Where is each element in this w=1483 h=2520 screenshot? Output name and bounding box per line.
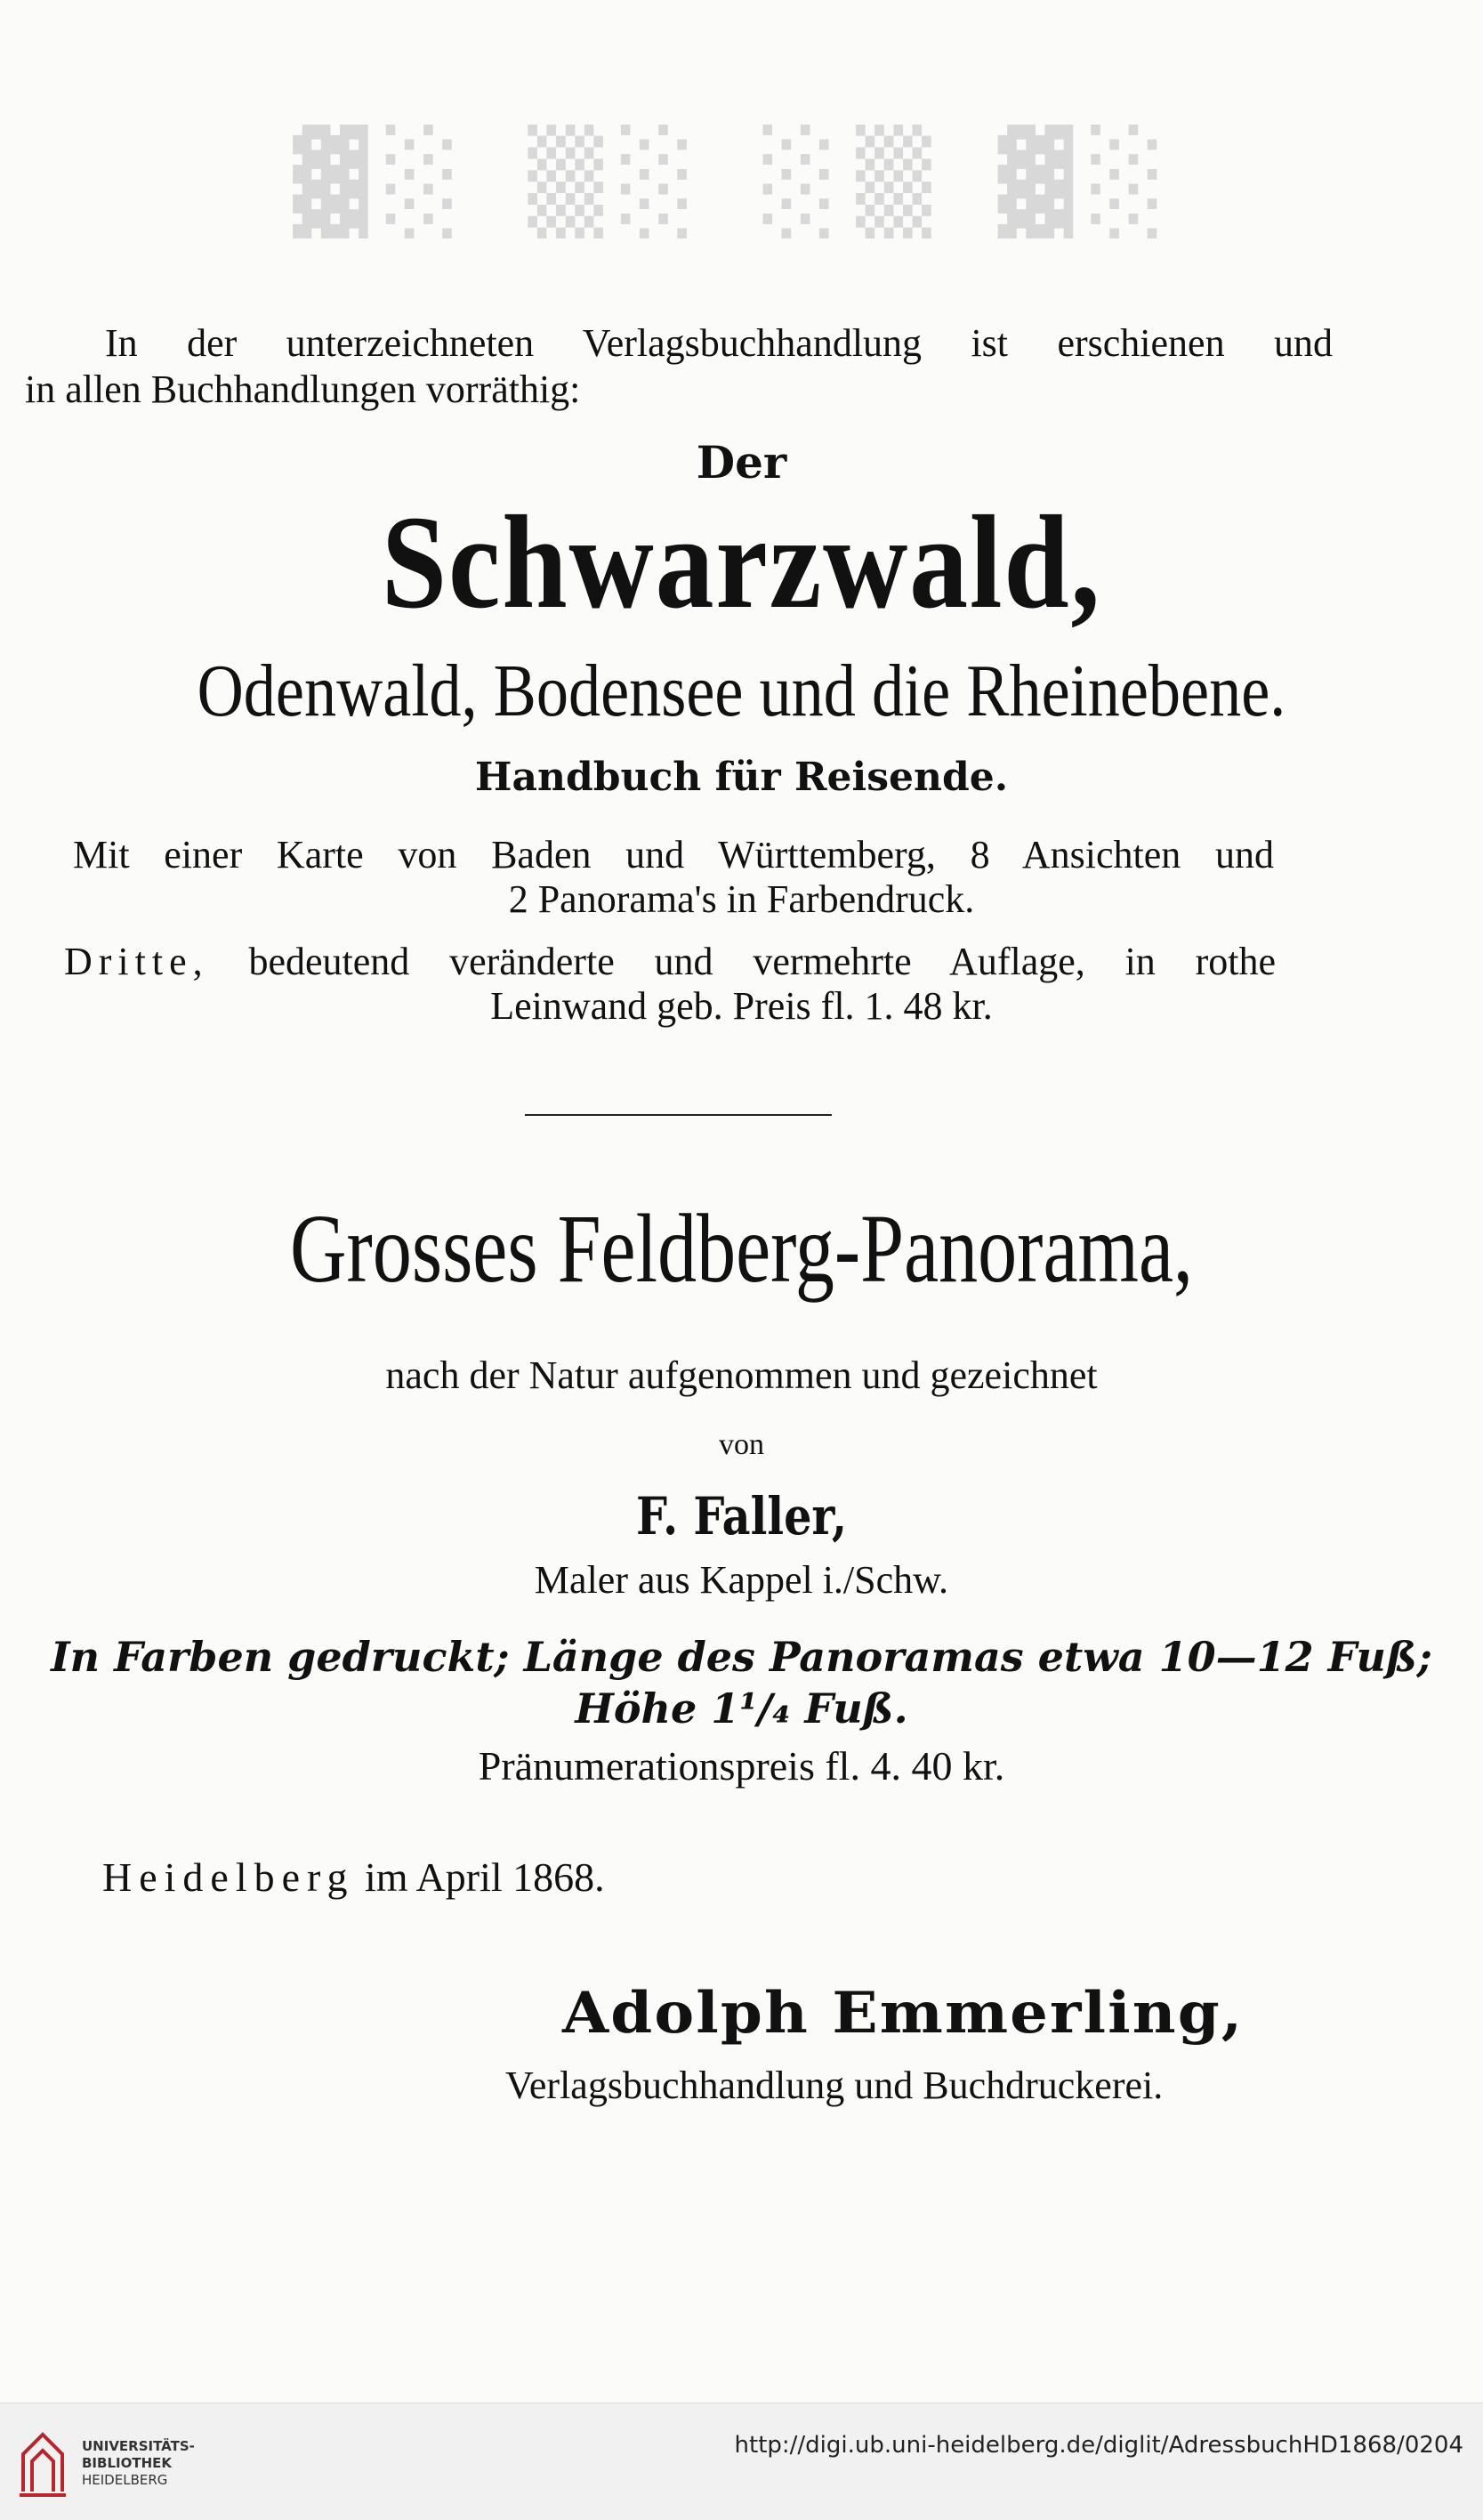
- library-name: [82, 2438, 195, 2489]
- panorama-price: Pränumerationspreis fl. 4. 40 kr.: [478, 1743, 1005, 1789]
- book-subtitle: Odenwald, Bodensee und die Rheinebene.: [197, 650, 1286, 732]
- intro-line-2: in allen Buchhandlungen vorräthig:: [25, 368, 581, 411]
- panorama-details-line-1: In Farben gedruckt; Länge des Panoramas etwa 10—12 Fuß;: [51, 1633, 1432, 1681]
- dateline: [102, 1854, 605, 1901]
- library-name-line-3: HEIDELBERG: [82, 2472, 168, 2488]
- book-article: Der: [696, 436, 787, 489]
- intro-line-1: In der unterzeichneten Verlagsbuchhandlung ist erschienen und: [105, 321, 1333, 365]
- book-contents-line-2: 2 Panorama's in Farbendruck.: [508, 877, 975, 921]
- panorama-author: F. Faller,: [635, 1486, 847, 1547]
- panorama-by: von: [719, 1428, 764, 1461]
- book-contents-line-1: Mit einer Karte von Baden und Württemberg, 8 Ansichten und: [73, 833, 1274, 876]
- edition-word: Dritte,: [64, 940, 209, 983]
- section-divider: [525, 1114, 832, 1116]
- panorama-author-desc: Maler aus Kappel i./Schw.: [534, 1558, 949, 1602]
- dateline-place: Heidelberg: [102, 1854, 355, 1900]
- viewer-footer: [0, 2403, 1483, 2520]
- edition-rest: bedeutend veränderte und vermehrte Auflage, in rothe: [248, 940, 1277, 983]
- publisher-name: Adolph Emmerling,: [562, 1980, 1245, 2047]
- library-logo-icon: [16, 2427, 69, 2499]
- panorama-title: Grosses Feldberg-Panorama,: [289, 1194, 1194, 1303]
- book-edition-line-1: [64, 939, 1276, 984]
- book-title: Schwarzwald,: [381, 489, 1102, 636]
- panorama-details-line-2: Höhe 1¹/₄ Fuß.: [575, 1684, 908, 1732]
- book-kind: Handbuch für Reisende.: [474, 755, 1009, 800]
- bleed-through-text: ▓░ ▒░ ░▒ ▓░: [293, 125, 1184, 238]
- library-name-line-1: UNIVERSITÄTS-: [82, 2438, 195, 2454]
- publisher-desc: Verlagsbuchhandlung und Buchdruckerei.: [505, 2064, 1164, 2107]
- panorama-subtitle: nach der Natur aufgenommen und gezeichnet: [385, 1353, 1098, 1397]
- permalink-url[interactable]: http://digi.ub.uni-heidelberg.de/diglit/AdressbuchHD1868/0204: [734, 2432, 1463, 2459]
- dateline-rest: im April 1868.: [365, 1854, 605, 1900]
- library-name-line-2: BIBLIOTHEK: [82, 2455, 172, 2471]
- book-edition-line-2: Leinwand geb. Preis fl. 1. 48 kr.: [490, 984, 993, 1028]
